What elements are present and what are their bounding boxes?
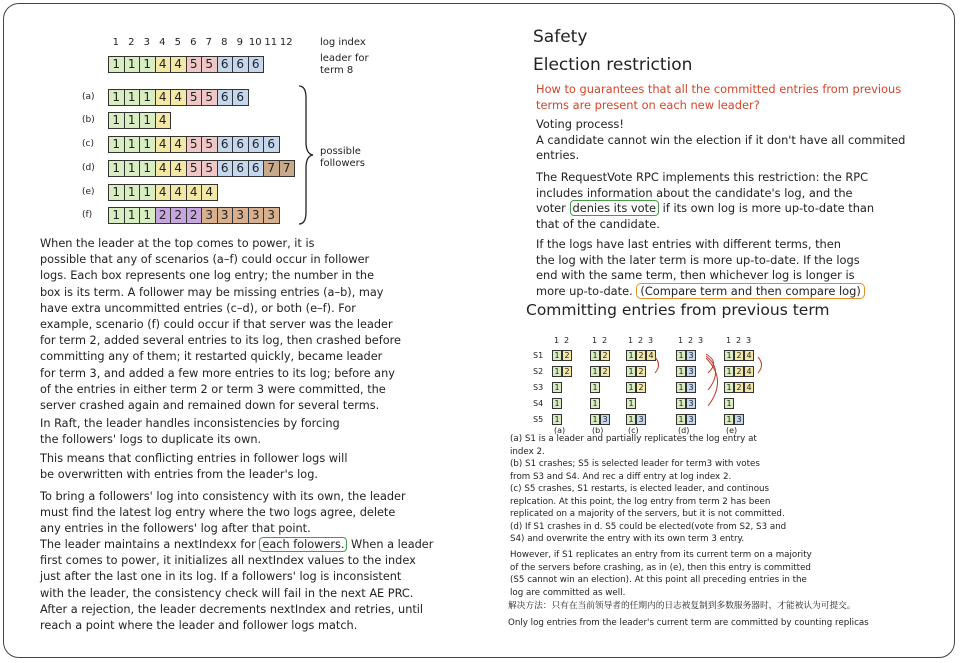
left-p1-line: for term 3, and added a few more entries to its log; before any xyxy=(40,366,395,380)
log-entry: 6 xyxy=(232,89,249,106)
log-entry: 1 xyxy=(108,160,125,177)
log-entry: 1 xyxy=(139,56,156,73)
log-entry: 6 xyxy=(217,89,234,106)
rpc-line: The RequestVote RPC implements this restriction: the RPC xyxy=(536,170,869,184)
log-entry: 1 xyxy=(108,207,125,224)
log-entry: 1 xyxy=(108,56,125,73)
log-entry: 1 xyxy=(139,207,156,224)
mini-log-entry: 1 xyxy=(676,366,686,377)
mini-log-entry: 1 xyxy=(552,414,562,425)
log-entry: 6 xyxy=(248,56,265,73)
mini-log-entry: 2 xyxy=(600,350,610,361)
left-p3-line: be overwritten with entries from the leader's log. xyxy=(40,468,318,482)
log-entry: 6 xyxy=(232,160,249,177)
mini-index: 3 xyxy=(698,336,704,345)
left-p4-line: must find the latest log entry where the two logs agree, delete xyxy=(40,506,396,520)
left-p1-line: box is its term. A follower may be missing entries (a–b), may xyxy=(40,285,384,299)
mini-log-entry: 1 xyxy=(676,382,686,393)
left-p2-line: the followers' logs to duplicate its own. xyxy=(40,433,262,447)
log-index-number: 3 xyxy=(143,37,150,48)
log-entry: 4 xyxy=(155,160,172,177)
log-index-numbers xyxy=(108,37,294,48)
log-entry: 7 xyxy=(263,160,280,177)
follower-label: (a) xyxy=(82,92,95,102)
possible-followers-line1: possible xyxy=(320,146,361,157)
replication-arrows xyxy=(620,340,770,420)
left-paragraph-2 xyxy=(40,416,340,448)
question-line: How to guarantees that all the committed entries from previous xyxy=(536,82,902,96)
log-entry: 4 xyxy=(170,160,187,177)
mini-log-entry: 4 xyxy=(744,350,754,361)
log-entry: 1 xyxy=(139,184,156,201)
log-entry: 1 xyxy=(108,136,125,153)
log-entry: 1 xyxy=(139,89,156,106)
server-label: S3 xyxy=(533,383,544,392)
mini-log-entry: 3 xyxy=(686,414,696,425)
log-entry: 1 xyxy=(124,207,141,224)
log-entry: 4 xyxy=(155,136,172,153)
log-entry: 5 xyxy=(201,160,218,177)
voting-line: entries. xyxy=(536,148,580,163)
mini-log-entry: 2 xyxy=(734,350,744,361)
logs-last-line xyxy=(536,284,865,300)
left-p4-line: To bring a followers' log into consistency with its own, the leader xyxy=(40,490,406,503)
left-p5-line: just after the last one in its log. If a followers' log is inconsistent xyxy=(40,570,402,584)
log-entry: 3 xyxy=(217,207,234,224)
mini-log-entry: 1 xyxy=(724,350,734,361)
rpc-line: includes information about the candidate's log, and the xyxy=(536,185,853,200)
log-index-number: 1 xyxy=(112,37,119,48)
log-entry: 6 xyxy=(248,136,265,153)
log-entry: 7 xyxy=(279,160,296,177)
rpc-text xyxy=(536,170,874,232)
log-index-number: 11 xyxy=(264,37,278,48)
mini-log-entry: 1 xyxy=(724,398,734,409)
server-label: S4 xyxy=(533,399,544,408)
title-committing: Committing entries from previous term xyxy=(526,301,830,319)
final-summary: Only log entries from the leader's current term are committed by counting replicas xyxy=(508,618,869,628)
mini-log-entry: 1 xyxy=(590,382,600,393)
left-p2-line: In Raft, the leader handles inconsistencies by forcing xyxy=(40,417,340,430)
explain1-line: (d) If S1 crashes in d. S5 could be elected(vote from S2, S3 and xyxy=(510,521,787,532)
log-entry: 2 xyxy=(186,207,203,224)
explain1-line: (b) S1 crashes; S5 is selected leader for term3 with votes xyxy=(510,459,760,469)
rpc-voter-after: if its own log is more up-to-date than xyxy=(659,201,875,216)
log-entry: 4 xyxy=(170,184,187,201)
mini-log-entry: 2 xyxy=(600,366,610,377)
log-entry: 5 xyxy=(201,56,218,73)
denies-vote-highlight: denies its vote xyxy=(570,200,660,216)
follower-label: (b) xyxy=(82,115,95,125)
mini-index: 2 xyxy=(736,336,742,345)
log-entry: 4 xyxy=(170,136,187,153)
each-followers-highlight: each folowers. xyxy=(259,537,347,552)
mini-log-entry: 3 xyxy=(734,414,744,425)
mini-log-entry: 1 xyxy=(590,350,600,361)
mini-log-entry: 1 xyxy=(724,382,734,393)
p5-line1-before: The leader maintains a nextIndexx for xyxy=(40,538,260,551)
follower-label: (c) xyxy=(82,139,94,149)
mini-index: 3 xyxy=(648,336,654,345)
log-entry: 4 xyxy=(155,112,172,129)
mini-log-entry: 3 xyxy=(686,382,696,393)
log-entry: 6 xyxy=(217,160,234,177)
left-p5-line: After a rejection, the leader decrements nextIndex and retries, until xyxy=(40,602,424,616)
log-entry: 4 xyxy=(201,184,218,201)
logs-lines xyxy=(536,237,865,284)
scenario-label: (e) xyxy=(726,426,738,435)
left-p1-line: have extra uncommitted entries (c–d), or both (e–f). For xyxy=(40,301,356,315)
mini-log-entry: 1 xyxy=(626,366,636,377)
log-entry: 4 xyxy=(186,184,203,201)
mini-log-entry: 1 xyxy=(552,398,562,409)
mini-log-entry: 4 xyxy=(646,350,656,361)
left-p1-line: of the entries in either term 2 or term 3 were committed, the xyxy=(40,382,386,396)
log-entry: 6 xyxy=(248,160,265,177)
log-entry: 6 xyxy=(232,56,249,73)
mini-log-entry: 1 xyxy=(590,398,600,409)
mini-log-entry: 3 xyxy=(686,366,696,377)
log-entry: 4 xyxy=(155,56,172,73)
leader-label-line1: leader for xyxy=(320,53,369,64)
log-entry: 4 xyxy=(155,184,172,201)
log-entry: 1 xyxy=(124,56,141,73)
left-paragraph-1 xyxy=(40,236,401,414)
log-entry: 1 xyxy=(124,136,141,153)
server-label: S1 xyxy=(533,351,544,360)
mini-log-entry: 2 xyxy=(562,350,572,361)
mini-log-entry: 1 xyxy=(626,414,636,425)
mini-log-entry: 2 xyxy=(562,366,572,377)
log-entry: 5 xyxy=(186,56,203,73)
left-p1-line: server crashed again and remained down for several terms. xyxy=(40,399,380,413)
log-entry: 4 xyxy=(155,89,172,106)
mini-log-entry: 3 xyxy=(686,350,696,361)
log-index-number: 6 xyxy=(190,37,197,48)
log-entry: 2 xyxy=(155,207,172,224)
explanation-2 xyxy=(510,549,812,599)
mini-index: 2 xyxy=(564,336,570,345)
log-entry: 3 xyxy=(248,207,265,224)
log-entry: 4 xyxy=(170,89,187,106)
left-paragraph-5 xyxy=(40,537,433,634)
mini-index: 1 xyxy=(726,336,732,345)
log-index-number: 2 xyxy=(128,37,135,48)
log-index-number: 5 xyxy=(174,37,181,48)
log-index-number: 7 xyxy=(205,37,212,48)
left-p1-line: example, scenario (f) could occur if that server was the leader xyxy=(40,318,393,332)
mini-log-entry: 3 xyxy=(600,414,610,425)
rpc-voter-line xyxy=(536,201,874,217)
explain2-line: of the servers before crashing, as in (e), then this entry is committed xyxy=(510,562,811,573)
log-entry: 6 xyxy=(217,136,234,153)
left-p5-line: first comes to power, it initializes all nextIndex values to the index xyxy=(40,554,416,568)
log-entry: 1 xyxy=(139,136,156,153)
log-index-number: 9 xyxy=(236,37,243,48)
log-entry: 1 xyxy=(124,112,141,129)
leader-label-line2: term 8 xyxy=(320,65,354,76)
voting-line: A candidate cannot win the election if it don't have all commited xyxy=(536,132,906,147)
mini-log-entry: 4 xyxy=(744,382,754,393)
possible-followers-label xyxy=(320,146,365,170)
left-p4-line: any entries in the followers' log after that point. xyxy=(40,522,311,536)
left-p3-line: This means that conflicting entries in follower logs will xyxy=(40,452,348,465)
explain1-line: from S3 and S4. And rec a diff entry at log index 2. xyxy=(510,471,732,482)
title-safety: Safety xyxy=(533,27,588,47)
mini-log-entry: 1 xyxy=(552,382,562,393)
left-paragraph-4 xyxy=(40,489,406,538)
left-p1-line: logs. Each box represents one log entry; the number in the xyxy=(40,269,375,283)
follower-label: (f) xyxy=(82,210,93,220)
log-index-number: 4 xyxy=(159,37,166,48)
log-entry: 5 xyxy=(201,89,218,106)
scenario-label: (a) xyxy=(554,426,566,435)
log-entry: 6 xyxy=(217,56,234,73)
mini-log-entry: 2 xyxy=(734,366,744,377)
logs-line: If the logs have last entries with different terms, then xyxy=(536,237,841,251)
explain1-line: replcation. At this point, the log entry from term 2 has been xyxy=(510,496,771,507)
voting-line: Voting process! xyxy=(536,117,624,131)
mini-log-entry: 1 xyxy=(626,382,636,393)
log-index-number: 10 xyxy=(248,37,262,48)
logs-text xyxy=(536,237,865,299)
logs-last-before: more up-to-date. xyxy=(536,283,637,298)
log-entry: 3 xyxy=(201,207,218,224)
server-label: S5 xyxy=(533,415,544,424)
follower-label: (e) xyxy=(82,187,95,197)
left-paragraph-3 xyxy=(40,451,347,483)
log-entry: 2 xyxy=(170,207,187,224)
mini-log-entry: 1 xyxy=(552,350,562,361)
explain1-line: (c) S5 crashes, S1 restarts, is elected leader, and continous xyxy=(510,484,770,494)
log-entry: 4 xyxy=(170,56,187,73)
log-entry: 3 xyxy=(263,207,280,224)
mini-log-entry: 2 xyxy=(636,366,646,377)
follower-label: (d) xyxy=(82,163,95,173)
scenario-label: (d) xyxy=(678,426,690,435)
scenario-label: (b) xyxy=(592,426,604,435)
mini-index: 2 xyxy=(688,336,694,345)
p5-line1 xyxy=(40,537,433,553)
question-line: terms are present on each new leader? xyxy=(536,97,760,112)
followers-brace xyxy=(296,84,316,226)
log-entry: 1 xyxy=(139,160,156,177)
question-text xyxy=(536,82,901,113)
mini-log-entry: 2 xyxy=(636,350,646,361)
explain1-line: S4) and overwrite the entry with its own term 3 entry. xyxy=(510,534,745,544)
log-entry: 1 xyxy=(124,160,141,177)
p5-line1-after: When a leader xyxy=(347,538,434,551)
possible-followers-line2: followers xyxy=(320,158,365,169)
voting-text xyxy=(536,117,905,164)
compare-term-highlight: (Compare term and then compare log) xyxy=(636,283,864,299)
log-entry: 5 xyxy=(186,89,203,106)
mini-log-entry: 1 xyxy=(676,350,686,361)
logs-line: the log with the later term is more up-to-date. If the logs xyxy=(536,252,860,267)
mini-index: 2 xyxy=(638,336,644,345)
scenario-label: (c) xyxy=(628,426,639,435)
mini-log-entry: 1 xyxy=(626,350,636,361)
mini-log-entry: 1 xyxy=(552,366,562,377)
log-entry: 1 xyxy=(124,89,141,106)
leader-label xyxy=(320,53,369,77)
rpc-lines xyxy=(536,170,874,201)
explanation-1 xyxy=(510,433,786,546)
log-entry: 6 xyxy=(232,136,249,153)
mini-log-entry: 2 xyxy=(734,382,744,393)
log-entry: 1 xyxy=(139,112,156,129)
mini-index: 1 xyxy=(554,336,560,345)
p5-rest xyxy=(40,553,433,634)
log-entry: 5 xyxy=(201,136,218,153)
mini-log-entry: 3 xyxy=(686,398,696,409)
mini-log-entry: 1 xyxy=(724,366,734,377)
left-p1-line: for term 2, added several entries to its log, then crashed before xyxy=(40,334,401,348)
log-entry: 1 xyxy=(108,184,125,201)
mini-index: 1 xyxy=(592,336,598,345)
log-entry: 3 xyxy=(232,207,249,224)
mini-index: 1 xyxy=(628,336,634,345)
log-entry: 1 xyxy=(108,89,125,106)
mini-log-entry: 1 xyxy=(676,398,686,409)
chinese-summary: 解决方法：只有在当前领导者的任期内的日志被复制到多数服务器时，才能被认为可提交。 xyxy=(508,601,856,611)
server-label: S2 xyxy=(533,367,544,376)
mini-log-entry: 1 xyxy=(590,366,600,377)
explain1-line: replicated on a majority of the servers, but it is not committed. xyxy=(510,509,785,519)
explain1-line: index 2. xyxy=(510,446,545,457)
mini-log-entry: 2 xyxy=(636,382,646,393)
explain2-line: However, if S1 replicates an entry from its current term on a majority xyxy=(510,550,812,560)
mini-index: 1 xyxy=(678,336,684,345)
rpc-last-line: that of the candidate. xyxy=(536,216,660,231)
rpc-voter-before: voter xyxy=(536,201,570,216)
mini-log-entry: 1 xyxy=(724,414,734,425)
mini-index: 3 xyxy=(746,336,752,345)
log-entry: 1 xyxy=(124,184,141,201)
explain1-line: (a) S1 is a leader and partially replicates the log entry at xyxy=(510,434,757,444)
left-p1-line: When the leader at the top comes to power, it is xyxy=(40,237,315,250)
logs-line: end with the same term, then whichever log is longer is xyxy=(536,268,855,283)
log-entry: 5 xyxy=(186,160,203,177)
left-p5-line: with the leader, the consistency check will fail in the next AE PRC. xyxy=(40,586,414,600)
explain2-line: log are committed as well. xyxy=(510,587,626,598)
log-entry: 5 xyxy=(186,136,203,153)
mini-log-entry: 1 xyxy=(590,414,600,425)
log-entry: 1 xyxy=(108,112,125,129)
log-index-label: log index xyxy=(320,37,366,48)
mini-log-entry: 3 xyxy=(636,414,646,425)
explain2-line: (S5 cannot win an election). At this point all preceding entries in the xyxy=(510,575,807,585)
title-election-restriction: Election restriction xyxy=(533,55,693,75)
mini-log-entry: 4 xyxy=(744,366,754,377)
left-p1-line: possible that any of scenarios (a–f) could occur in follower xyxy=(40,253,370,267)
mini-log-entry: 1 xyxy=(676,414,686,425)
left-p1-line: committing any of them; it restarted quickly, became leader xyxy=(40,350,383,364)
log-index-number: 12 xyxy=(279,37,293,48)
left-p5-line: reach a point where the leader and follower logs match. xyxy=(40,619,358,633)
mini-index: 2 xyxy=(602,336,608,345)
log-index-number: 8 xyxy=(221,37,228,48)
mini-log-entry: 1 xyxy=(626,398,636,409)
log-entry: 6 xyxy=(263,136,280,153)
